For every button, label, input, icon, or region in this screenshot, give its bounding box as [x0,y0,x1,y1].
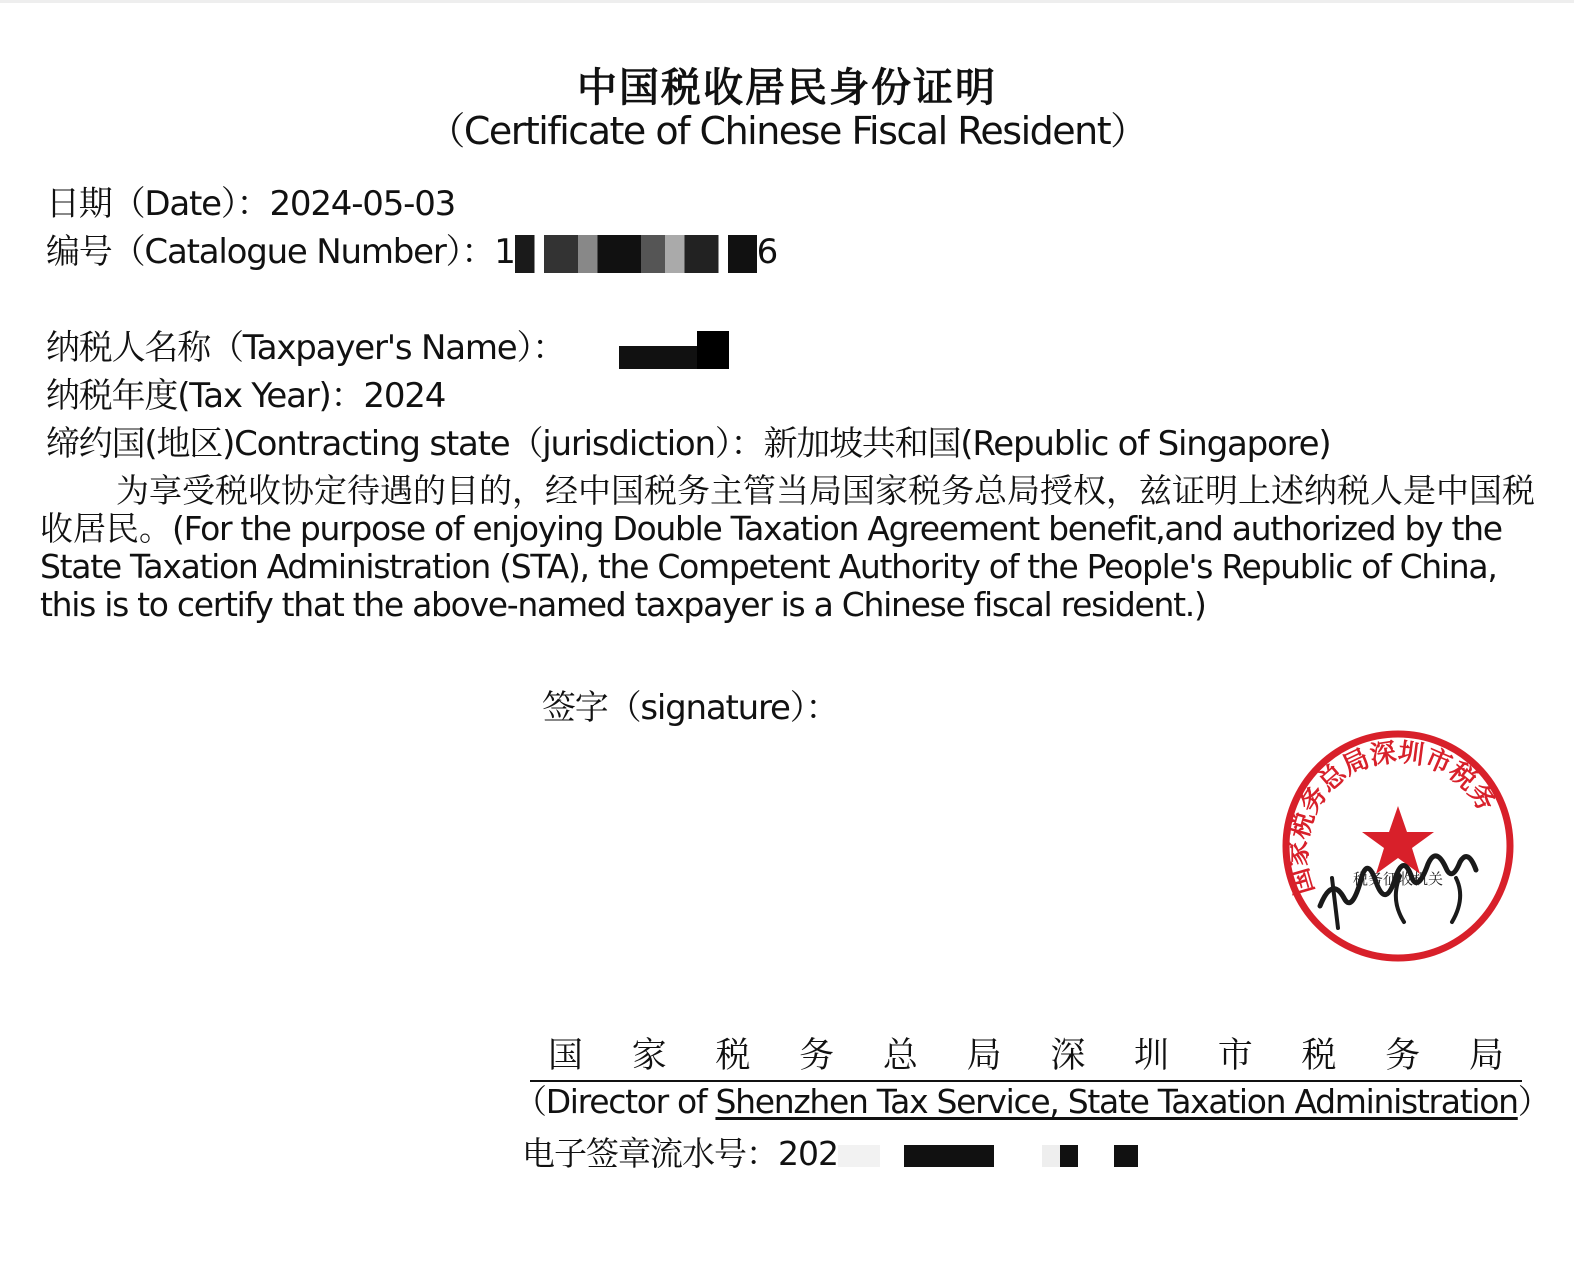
taxpayer-name-row [46,320,729,369]
director-suffix: ） [1517,1082,1550,1121]
catalogue-redaction [515,235,757,273]
taxpayer-name-redaction [619,331,701,369]
office-char: 务 [1385,1036,1421,1076]
signature-label: 签字（signature）： [542,688,839,728]
catalogue-label: 编号（Catalogue Number）： [46,232,495,272]
office-char: 税 [715,1036,751,1076]
catalogue-prefix: 1 [494,232,515,272]
seal-inner-text: 税务征收机关 [1352,870,1444,888]
catalogue-suffix: 6 [756,232,778,272]
director-line [514,1076,1549,1123]
serial-prefix: 202 [778,1134,838,1173]
contracting-state-row [46,416,1330,465]
certification-statement [40,472,1540,624]
office-char: 局 [1468,1036,1504,1076]
star-icon [1362,806,1434,874]
catalogue-row [46,224,777,273]
serial-redaction [838,1145,1138,1167]
date-row [46,176,455,225]
office-char: 深 [1050,1036,1086,1076]
statement-chinese: 为享受税收协定待遇的目的，经中国税务主管当局国家税务总局授权，兹证明上述纳税人是中国税收居民。 [40,471,1535,548]
issuing-office-name [530,1028,1522,1082]
director-prefix: （Director of [514,1082,716,1121]
office-char: 务 [799,1036,835,1076]
taxpayer-name-redaction-2 [697,331,729,369]
contracting-state-label: 缔约国(地区)Contracting state（jurisdiction）： [46,424,764,464]
serial-label: 电子签章流水号： [522,1134,778,1173]
tax-year-row [46,368,445,417]
office-char: 圳 [1134,1036,1170,1076]
contracting-state-value: 新加坡共和国(Republic of Singapore) [763,424,1331,464]
office-char: 国 [548,1036,584,1076]
top-border [0,0,1574,3]
office-char: 总 [882,1036,918,1076]
official-seal-stamp [1280,728,1516,964]
taxpayer-name-label: 纳税人名称（Taxpayer's Name）： [46,328,566,368]
director-office-name: Shenzhen Tax Service, State Taxation Administration [715,1082,1518,1121]
statement-english: (For the purpose of enjoying Double Taxation Agreement benefit,and authorized by the State Taxation Administration (STA), the Competent Authority of the People's Republic of China, this is to certify that the above-named taxpayer is a Chinese fiscal resident.) [40,509,1502,624]
office-char: 家 [631,1036,667,1076]
tax-year-value: 2024 [363,376,446,416]
date-label: 日期（Date）： [46,184,270,224]
date-value: 2024-05-03 [269,184,456,224]
seal-ring-text: 国家税务总局深圳市税务 [1283,737,1502,898]
certificate-subtitle: （Certificate of Chinese Fiscal Resident） [427,109,1147,153]
office-char: 税 [1301,1036,1337,1076]
office-char: 局 [966,1036,1002,1076]
tax-year-label: 纳税年度(Tax Year)： [46,376,364,416]
certificate-title: 中国税收居民身份证明 [577,65,997,111]
office-char: 市 [1217,1036,1253,1076]
e-signature-serial-row [522,1128,1138,1175]
